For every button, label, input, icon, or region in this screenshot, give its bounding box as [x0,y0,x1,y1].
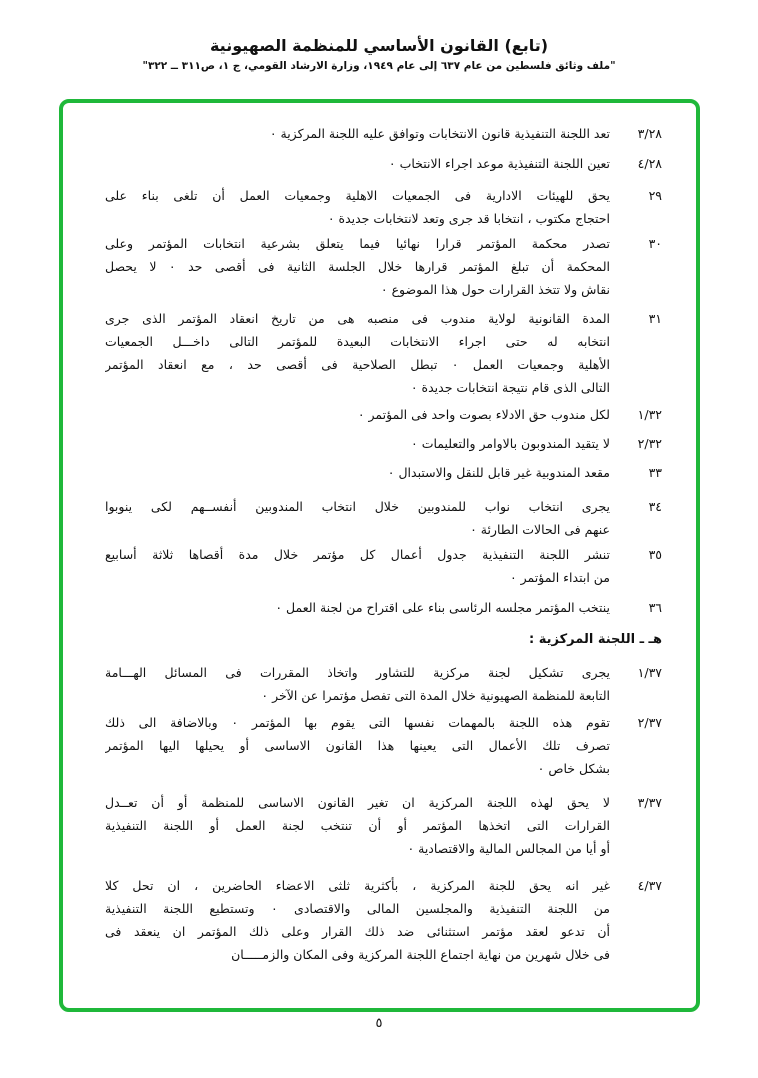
article-number: ٣٣ [648,465,662,480]
text-line: الأهلية وجمعيات العمل ٠ تبطل الصلاحية فى أقصى حد ، مع انعقاد المؤتمر [105,357,610,372]
text-line: تعد اللجنة التنفيذية قانون الانتخابات وتوافق عليه اللجنة المركزية ٠ [269,126,610,141]
text-line: تصرف تلك الأعمال التى يعينها هذا القانون الاساسى أو يحيلها اليها المؤتمر [105,738,610,753]
article-text [105,596,610,619]
text-line: بشكل خاص ٠ [537,761,610,776]
article-text [105,711,610,780]
article-number: ٤/٣٧ [637,878,662,893]
article-text [105,403,610,426]
text-line: ينتخب المؤتمر مجلسه الرئاسى بناء على اقتراح من لجنة العمل ٠ [275,600,610,615]
article-text [105,791,610,860]
article-number: ٣٠ [648,236,662,251]
text-line: مقعد المندوبية غير قابل للنقل والاستبدال ٠ [387,465,610,480]
article-number: ٢/٣٧ [637,715,662,730]
page-number: ٥ [375,1016,383,1031]
article-number: ٣٦ [648,600,662,615]
text-line: التالى الذى قام نتيجة انتخابات جديدة ٠ [410,380,610,395]
text-line: التابعة للمنظمة الصهيونية خلال المدة التى تفصل مؤتمرا عن الآخر ٠ [261,688,610,703]
text-line: نقاش ولا تتخذ القرارات حول هذا الموضوع ٠ [380,282,610,297]
article-text [105,432,610,455]
text-line: لكل مندوب حق الادلاء بصوت واحد فى المؤتمر ٠ [357,407,610,422]
article-number: ٣٥ [648,547,662,562]
article-text [105,661,610,707]
text-line: من ابتداء المؤتمر ٠ [509,570,610,585]
article-text [105,122,610,145]
article-text [105,874,610,966]
source-citation: "ملف وثائق فلسطين من عام ٦٣٧ إلى عام ١٩٤٩، وزارة الارشاد القومي، ج ١، ص٣١١ ــ ٣٢٢" [142,60,616,72]
article-text [105,152,610,175]
article-number: ٣١ [648,311,662,326]
article-number: ١/٣٧ [637,665,662,680]
text-line: يجرى تشكيل لجنة مركزية للتشاور واتخاذ المقررات فى المسائل الهـــامة [105,665,610,680]
text-line: لا يحق لهذه اللجنة المركزية ان تغير القانون الاساسى للمنظمة أو أن تعــدل [105,795,610,810]
article-text [105,543,610,589]
article-number: ٢/٣٢ [637,436,662,451]
text-line: تصدر محكمة المؤتمر قرارا نهائيا فيما يتعلق بشرعية انتخابات المؤتمر وعلى [105,236,610,251]
text-line: احتجاج مكتوب ، انتخابا قد جرى وتعد لانتخابات جديدة ٠ [327,211,610,226]
text-line: فى خلال شهرين من نهاية اجتماع اللجنة المركزية وفى المكان والزمـــــان [231,947,610,962]
text-line: أن تدعو لعقد مؤتمر استثنائى ضد ذلك القرار وعلى ذلك المؤتمر ان ينعقد فى [105,924,610,939]
article-text [105,232,610,301]
text-line: تنشر اللجنة التنفيذية جدول أعمال كل مؤتمر خلال مدة أقصاها ثلاثة أسابيع [105,547,610,562]
article-text [105,461,610,484]
article-number: ٤/٢٨ [637,156,662,171]
text-line: غير انه يحق للجنة المركزية ، بأكثرية ثلثى الاعضاء الحاضرين ، ان تحل كلا [105,878,610,893]
text-line: من اللجنة التنفيذية والمجلسين المالى والاقتصادى ٠ وتستطيع اللجنة التنفيذية [105,901,610,916]
article-number: ٣/٢٨ [637,126,662,141]
article-text [105,307,610,399]
text-line: لا يتقيد المندوبون بالاوامر والتعليمات ٠ [411,436,610,451]
article-number: ٢٩ [648,188,662,203]
text-line: تعين اللجنة التنفيذية موعد اجراء الانتخاب ٠ [388,156,610,171]
text-line: المدة القانونية لولاية مندوب فى منصبه هى من تاريخ انعقاد المؤتمر الذى جرى [105,311,610,326]
text-line: يحق للهيئات الادارية فى الجمعيات الاهلية وجمعيات العمل أن تلغى بناء على [105,188,610,203]
text-line: يجرى انتخاب نواب للمندوبين خلال انتخاب المندوبين أنفســهم لكى ينوبوا [105,499,610,514]
page-title: (تابع) القانون الأساسي للمنظمة الصهيونية [209,36,549,55]
text-line: أو أيا من المجالس المالية والاقتصادية ٠ [407,841,610,856]
section-heading: هـ ـ اللجنة المركزية : [529,632,662,647]
article-text [105,495,610,541]
text-line: تقوم هذه اللجنة بالمهمات نفسها التى يقوم بها المؤتمر ٠ وبالاضافة الى ذلك [105,715,610,730]
article-number: ٣/٣٧ [637,795,662,810]
text-line: انتخابه له حتى اجراء الانتخابات البعيدة للمؤتمر التالى داخـــل الجمعيات [105,334,610,349]
article-text [105,184,610,230]
text-line: القرارات التى اتخذها المؤتمر أو أن تنتخب لجنة العمل أو اللجنة التنفيذية [105,818,610,833]
text-line: المحكمة أن تبلغ المؤتمر قرارها خلال الجلسة الثانية فى أقصى حد ٠ لا يحصل [105,259,610,274]
text-line: عنهم فى الحالات الطارئة ٠ [470,522,610,537]
article-number: ٣٤ [648,499,662,514]
article-number: ١/٣٢ [637,407,662,422]
